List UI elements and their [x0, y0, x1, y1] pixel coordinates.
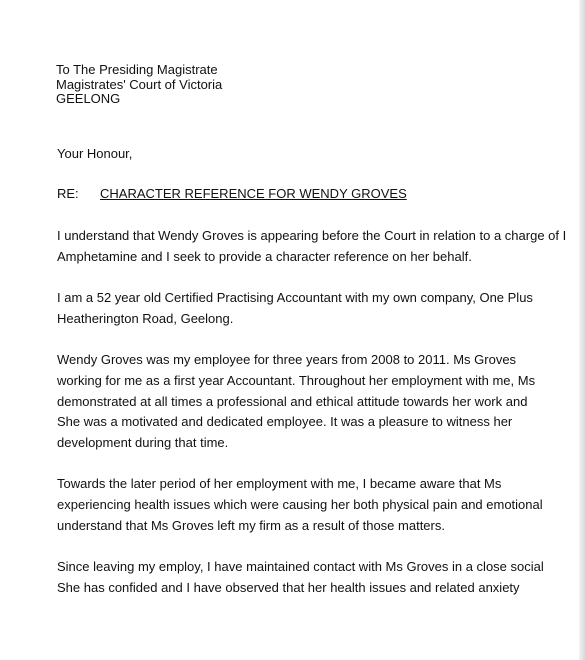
paragraph-line: demonstrated at all times a professional and ethical attitude towards her work and: [57, 393, 528, 409]
paragraph-line: Amphetamine and I seek to provide a character reference on her behalf.: [57, 248, 472, 264]
paragraph-line: Heatherington Road, Geelong.: [57, 310, 234, 326]
address-line: GEELONG: [56, 91, 121, 106]
re-label: RE:: [57, 186, 79, 201]
paragraph: [57, 288, 585, 330]
re-subject: CHARACTER REFERENCE FOR WENDY GROVES: [100, 186, 407, 201]
paragraph-line: Towards the later period of her employment with me, I became aware that Ms: [57, 476, 502, 491]
paragraph-line: I understand that Wendy Groves is appearing before the Court in relation to a charge of I: [57, 228, 567, 243]
salutation: Your Honour,: [57, 146, 133, 161]
paragraph: [57, 350, 585, 454]
paragraph-line: Wendy Groves was my employee for three years from 2008 to 2011. Ms Groves: [57, 352, 517, 367]
address-line: To The Presiding Magistrate: [56, 62, 218, 77]
recipient-address: [56, 63, 222, 107]
paragraph-line: She was a motivated and dedicated employee. It was a pleasure to witness her: [57, 414, 513, 430]
paragraph-line: Since leaving my employ, I have maintained contact with Ms Groves in a close social: [57, 559, 544, 574]
paragraph: [57, 226, 585, 268]
paragraph-line: understand that Ms Groves left my firm as a result of those matters.: [57, 517, 445, 533]
paragraph-line: experiencing health issues which were causing her both physical pain and emotional: [57, 496, 543, 512]
paragraph-line: development during that time.: [57, 435, 229, 451]
paragraph: [57, 474, 585, 536]
paragraph-line: working for me as a first year Accountant. Throughout her employment with me, Ms: [57, 372, 536, 388]
address-line: Magistrates' Court of Victoria: [56, 76, 223, 92]
re-line: [57, 186, 407, 201]
paragraph: [57, 557, 585, 599]
paragraph-line: I am a 52 year old Certified Practising Accountant with my own company, One Plus: [57, 290, 533, 305]
paragraph-line: She has confided and I have observed that her health issues and related anxiety: [57, 579, 520, 595]
